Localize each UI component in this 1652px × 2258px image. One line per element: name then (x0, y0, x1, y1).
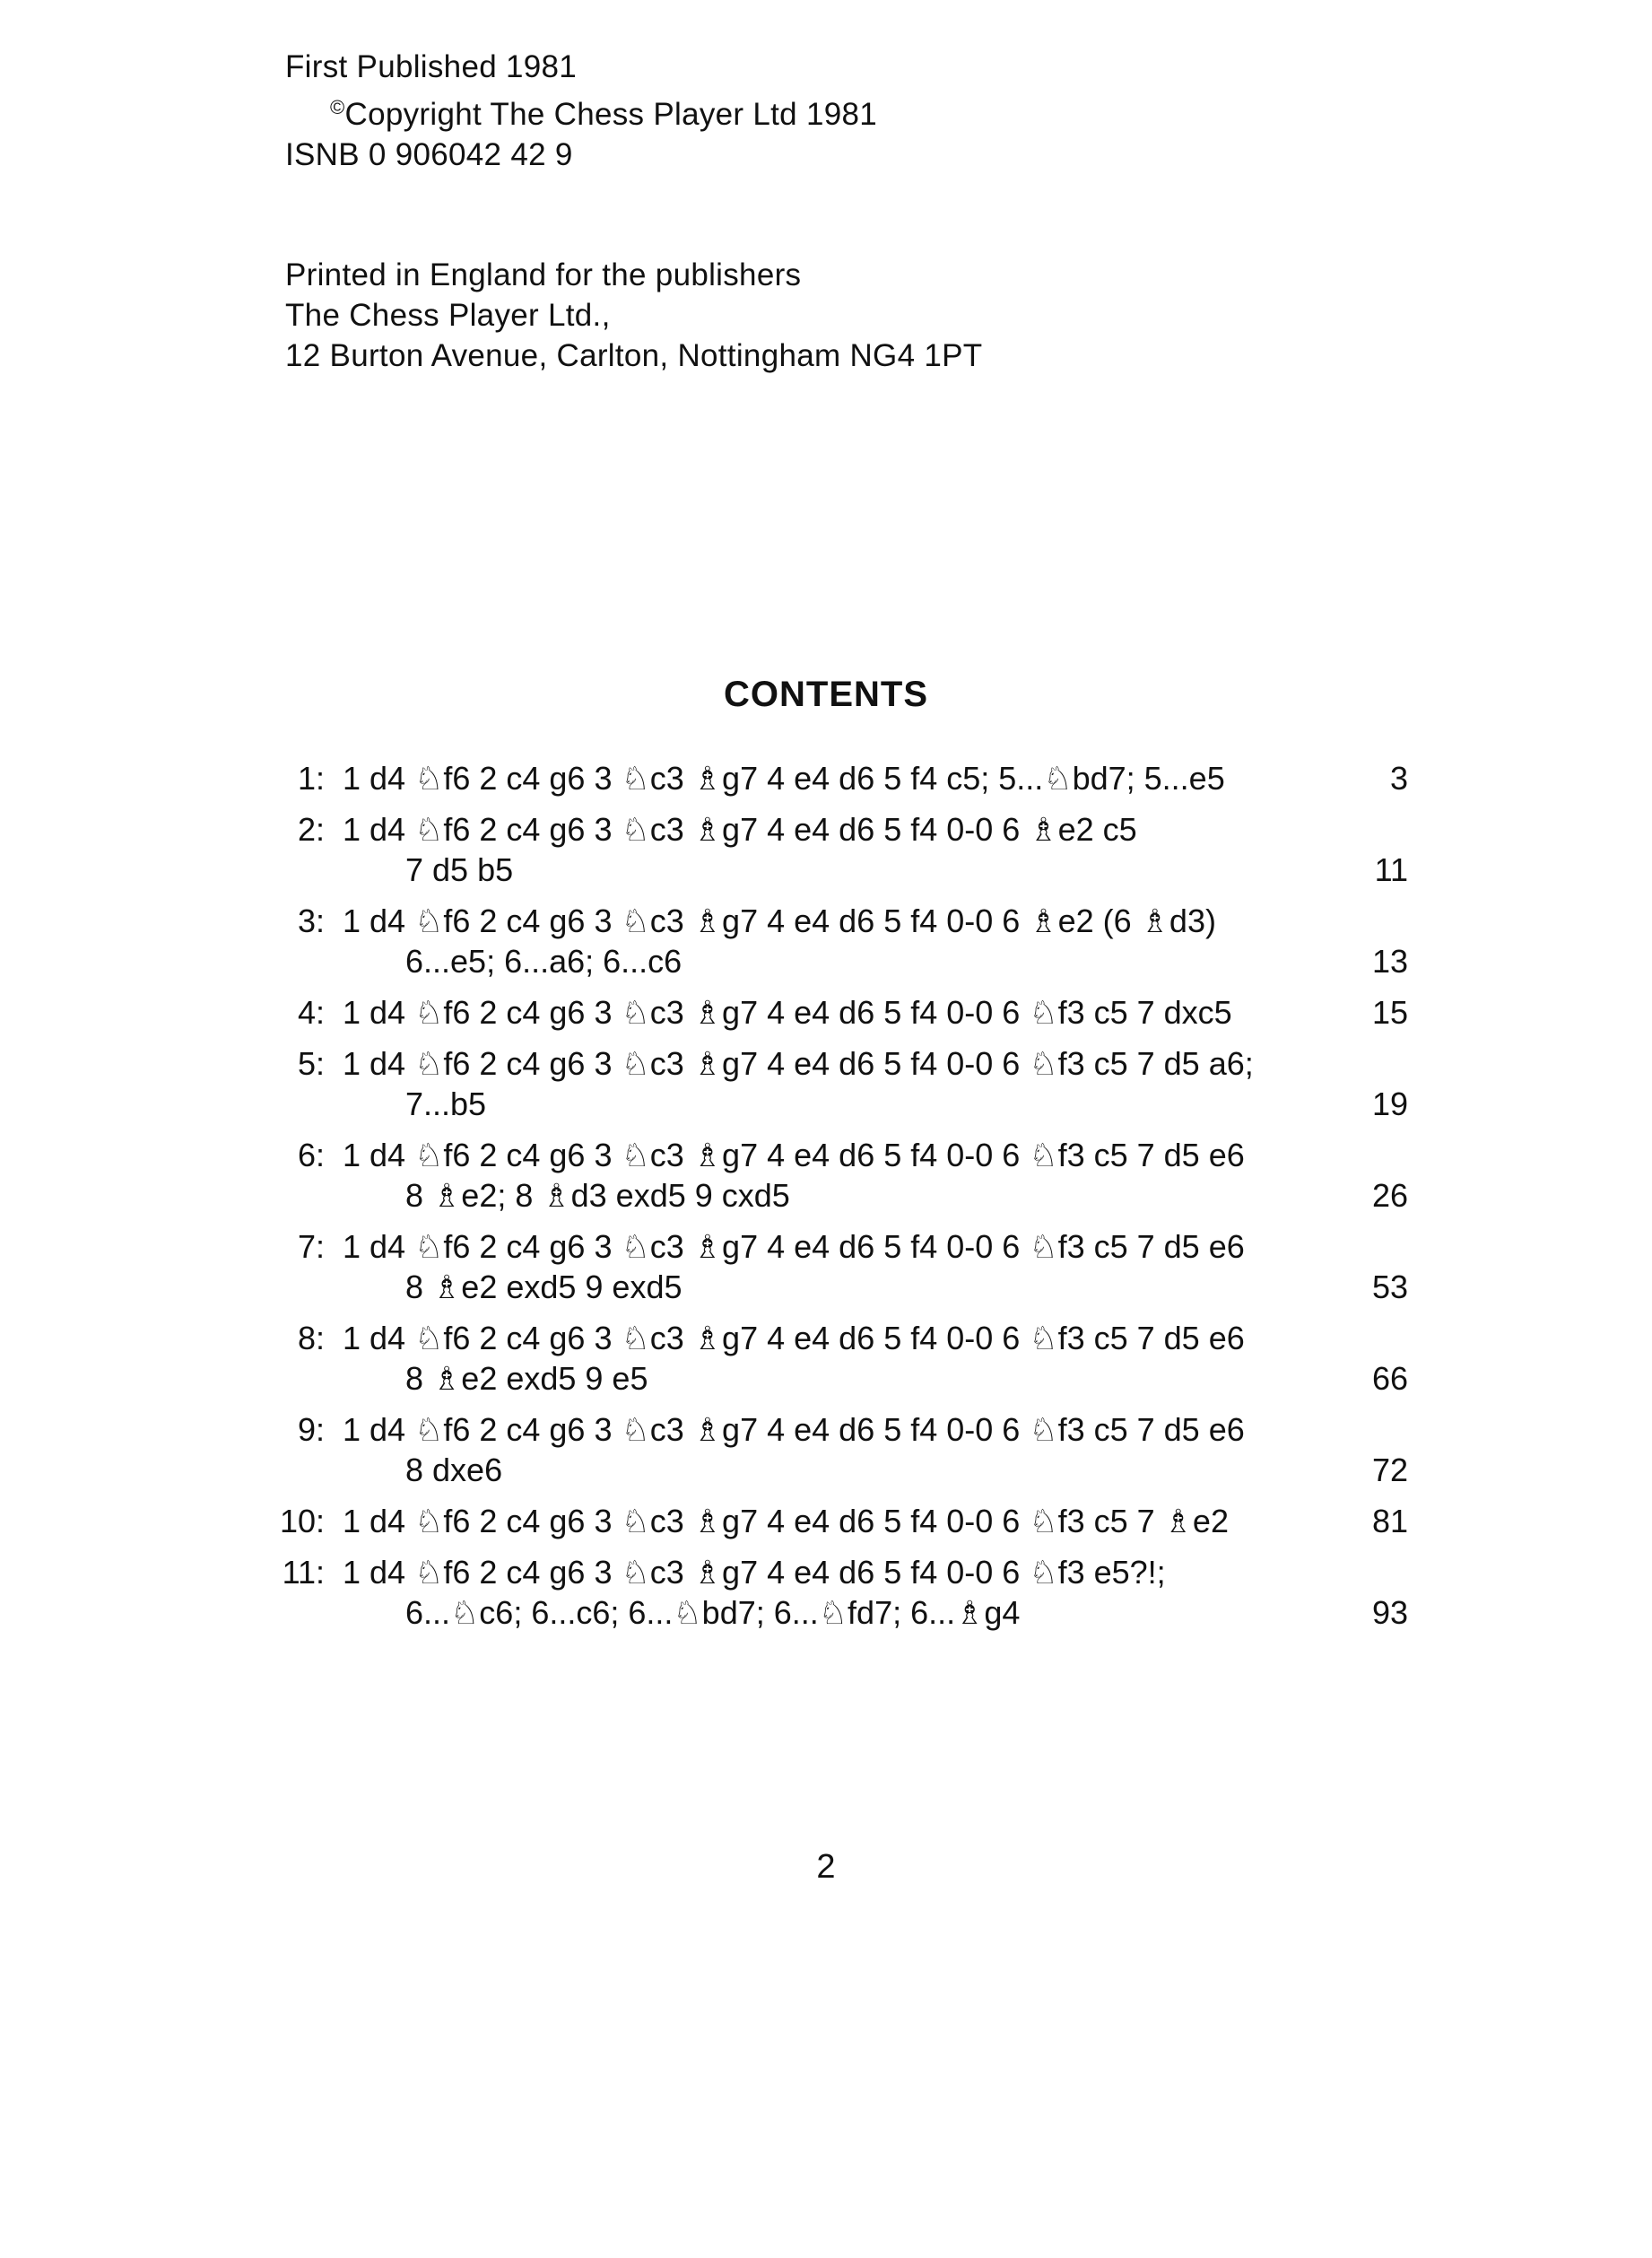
publisher-block (285, 255, 982, 376)
toc-entry (260, 1043, 1408, 1124)
toc-entry-number: 1: (297, 760, 325, 797)
toc-entry-page: 81 (1371, 1503, 1408, 1539)
toc-entry-moves (325, 758, 1327, 798)
copyright-text: Copyright The Chess Player Ltd 1981 (344, 97, 878, 132)
toc-entry-line1: 1 d4 ♘f6 2 c4 g6 3 ♘c3 ♗g7 4 e4 d6 5 f4 0-0 6 ♘f3 c5 7 d5 e6 (343, 1137, 1245, 1173)
imprint-block (285, 47, 877, 175)
toc-entry-moves (325, 901, 1327, 981)
toc-entry-number: 8: (297, 1320, 325, 1356)
toc-entry (260, 1135, 1408, 1216)
toc-entry-page: 53 (1371, 1268, 1408, 1305)
toc-entry (260, 1501, 1408, 1541)
copyright-symbol: © (330, 96, 345, 118)
toc-entry-moves (325, 1226, 1327, 1307)
toc-entry (260, 1318, 1408, 1399)
table-of-contents (260, 758, 1408, 1643)
toc-entry-number: 2: (297, 811, 325, 848)
toc-entry-page: 93 (1371, 1594, 1408, 1631)
toc-entry (260, 901, 1408, 981)
toc-entry-moves (325, 1135, 1327, 1216)
toc-entry (260, 1226, 1408, 1307)
toc-entry-number: 4: (297, 994, 325, 1031)
toc-entry-line1: 1 d4 ♘f6 2 c4 g6 3 ♘c3 ♗g7 4 e4 d6 5 f4 0-0 6 ♘f3 e5?!; (343, 1554, 1166, 1591)
toc-entry-page: 11 (1374, 851, 1408, 888)
toc-entry (260, 992, 1408, 1033)
toc-entry-line1: 1 d4 ♘f6 2 c4 g6 3 ♘c3 ♗g7 4 e4 d6 5 f4 0-0 6 ♘f3 c5 7 dxc5 (343, 994, 1232, 1031)
toc-entry-line1: 1 d4 ♘f6 2 c4 g6 3 ♘c3 ♗g7 4 e4 d6 5 f4 0-0 6 ♗e2 c5 (343, 811, 1137, 848)
toc-entry-line1: 1 d4 ♘f6 2 c4 g6 3 ♘c3 ♗g7 4 e4 d6 5 f4 0-0 6 ♘f3 c5 7 ♗e2 (343, 1503, 1229, 1539)
toc-entry-page: 72 (1371, 1452, 1408, 1488)
toc-entry-number: 3: (297, 902, 325, 939)
toc-entry-page: 26 (1371, 1177, 1408, 1214)
toc-entry-line1: 1 d4 ♘f6 2 c4 g6 3 ♘c3 ♗g7 4 e4 d6 5 f4 0-0 6 ♘f3 c5 7 d5 e6 (343, 1228, 1245, 1265)
publisher-address-line: 12 Burton Avenue, Carlton, Nottingham NG4 1PT (285, 338, 983, 373)
printed-in-line: Printed in England for the publishers (285, 257, 802, 292)
toc-entry-line2: 6...e5; 6...a6; 6...c6 (405, 943, 683, 980)
publisher-name-line: The Chess Player Ltd., (285, 298, 611, 333)
toc-entry-line2: 6...♘c6; 6...c6; 6...♘bd7; 6...♘fd7; 6...♗g4 (405, 1594, 1021, 1631)
toc-entry (260, 809, 1408, 890)
toc-entry-page: 19 (1371, 1085, 1408, 1122)
toc-entry-number: 10: (279, 1503, 325, 1539)
toc-entry (260, 758, 1408, 798)
toc-entry-number: 5: (297, 1045, 325, 1082)
toc-entry-page: 3 (1389, 760, 1408, 797)
copyright-line (285, 87, 877, 135)
toc-entry-page: 13 (1371, 943, 1408, 980)
toc-entry-line2: 8 ♗e2 exd5 9 e5 (405, 1360, 648, 1397)
toc-entry-line1: 1 d4 ♘f6 2 c4 g6 3 ♘c3 ♗g7 4 e4 d6 5 f4 0-0 6 ♘f3 c5 7 d5 a6; (343, 1045, 1254, 1082)
toc-entry (260, 1409, 1408, 1490)
toc-entry-page: 66 (1371, 1360, 1408, 1397)
toc-entry-number: 9: (297, 1411, 325, 1448)
toc-entry-line2: 8 ♗e2 exd5 9 exd5 (405, 1268, 683, 1305)
toc-entry-line1: 1 d4 ♘f6 2 c4 g6 3 ♘c3 ♗g7 4 e4 d6 5 f4 0-0 6 ♗e2 (6 ♗d3) (343, 902, 1216, 939)
toc-entry-moves (325, 809, 1327, 890)
toc-entry-moves (325, 1318, 1327, 1399)
toc-entry-line2: 7 d5 b5 (405, 851, 514, 888)
page-number: 2 (816, 1848, 836, 1886)
toc-entry-line2: 7...b5 (405, 1085, 487, 1122)
toc-entry-moves (325, 1409, 1327, 1490)
toc-entry-line2: 8 dxe6 (405, 1452, 503, 1488)
toc-entry-page: 15 (1371, 994, 1408, 1031)
toc-entry-moves (325, 1043, 1327, 1124)
toc-entry-line1: 1 d4 ♘f6 2 c4 g6 3 ♘c3 ♗g7 4 e4 d6 5 f4 c5; 5...♘bd7; 5...e5 (343, 760, 1225, 797)
toc-entry-moves (325, 1552, 1327, 1633)
isbn-line: ISNB 0 906042 42 9 (285, 137, 573, 172)
toc-entry-line2: 8 ♗e2; 8 ♗d3 exd5 9 cxd5 (405, 1177, 790, 1214)
toc-entry-number: 6: (297, 1137, 325, 1173)
contents-heading: CONTENTS (724, 675, 928, 714)
toc-entry (260, 1552, 1408, 1633)
first-published-line: First Published 1981 (285, 49, 578, 84)
toc-entry-moves (325, 1501, 1327, 1541)
toc-entry-line1: 1 d4 ♘f6 2 c4 g6 3 ♘c3 ♗g7 4 e4 d6 5 f4 0-0 6 ♘f3 c5 7 d5 e6 (343, 1320, 1245, 1356)
toc-entry-line1: 1 d4 ♘f6 2 c4 g6 3 ♘c3 ♗g7 4 e4 d6 5 f4 0-0 6 ♘f3 c5 7 d5 e6 (343, 1411, 1245, 1448)
toc-entry-number: 7: (297, 1228, 325, 1265)
toc-entry-number: 11: (282, 1554, 325, 1591)
toc-entry-moves (325, 992, 1327, 1033)
